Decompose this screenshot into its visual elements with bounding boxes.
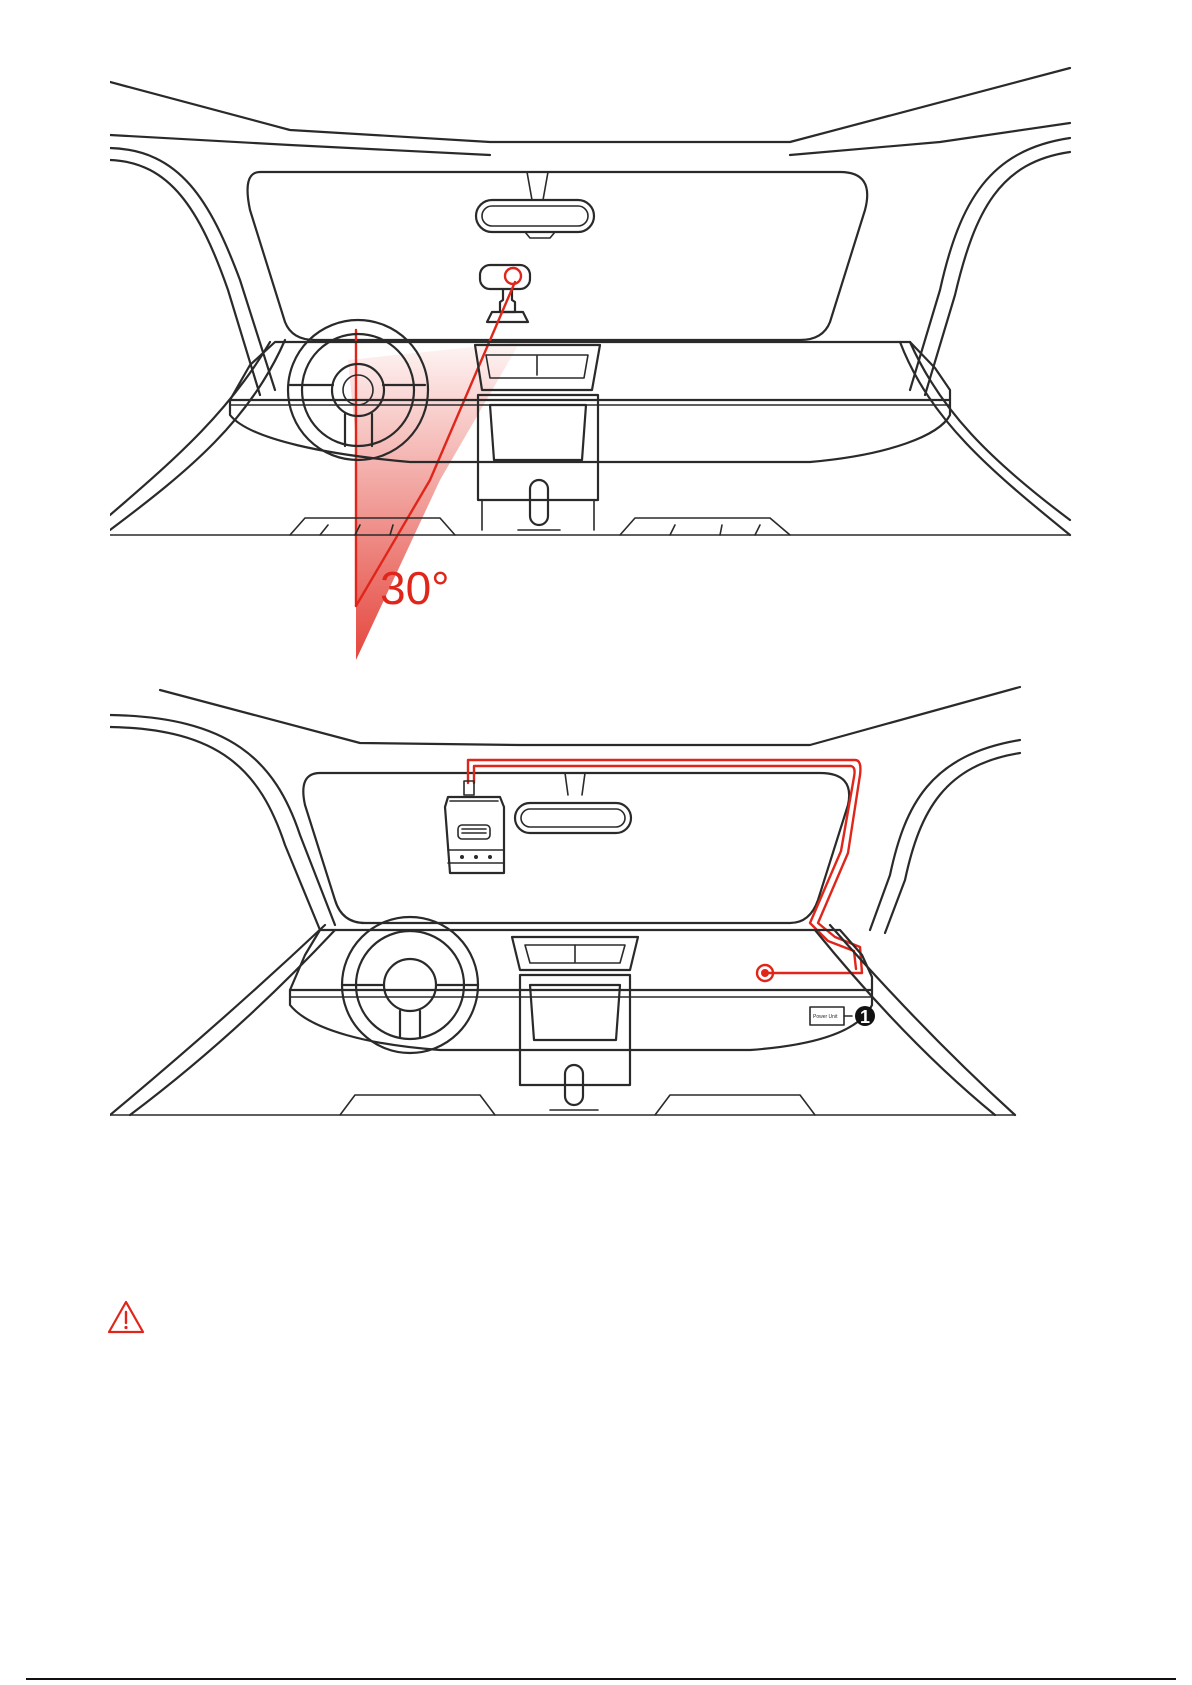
lens-icon bbox=[505, 268, 521, 284]
warning-triangle-icon bbox=[107, 1300, 145, 1334]
power-unit-label: Power Unit bbox=[813, 1014, 838, 1020]
angle-label: 30° bbox=[380, 562, 450, 614]
car-interior-illustration-2 bbox=[110, 685, 1030, 1130]
footer-rule bbox=[26, 1678, 1176, 1680]
car-interior-illustration-1 bbox=[110, 60, 1080, 660]
warning-icon-wrapper bbox=[107, 1300, 145, 1334]
dashcam-device bbox=[445, 781, 504, 873]
cable-routing-figure bbox=[110, 685, 1030, 1130]
power-cable-route bbox=[468, 760, 862, 973]
step-marker-number: 1 bbox=[860, 1007, 871, 1027]
mounting-angle-figure bbox=[110, 60, 1080, 660]
